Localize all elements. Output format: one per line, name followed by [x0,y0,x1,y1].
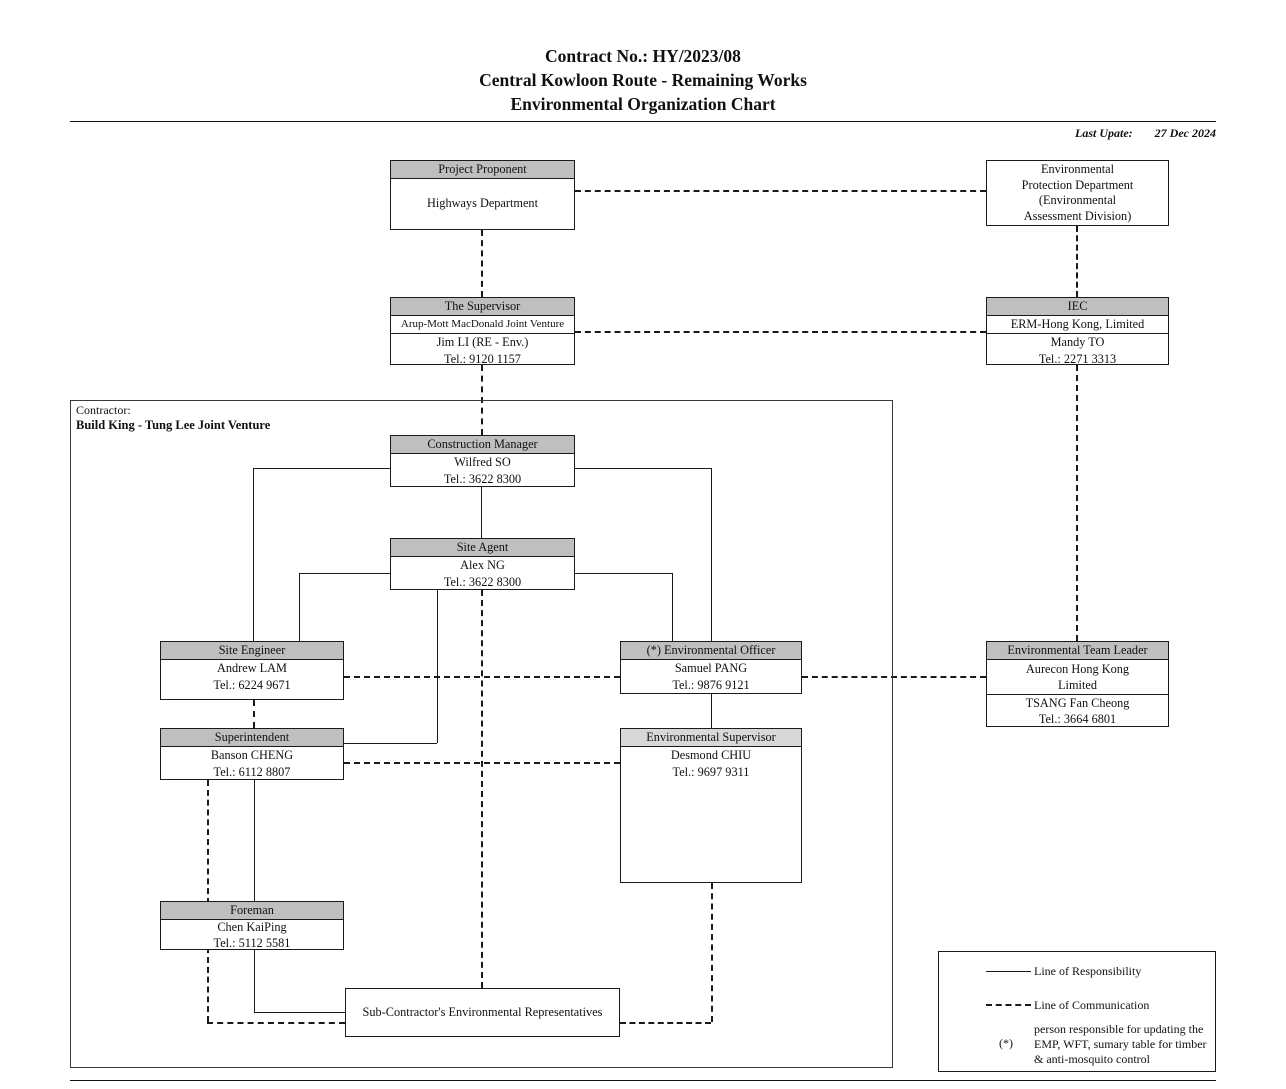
dashed-line-sample-icon [986,1004,1031,1006]
box-supervisor [390,297,575,365]
box-project-proponent-body [391,179,574,228]
org-name: (Environmental [1038,193,1117,207]
legend-asterisk-note [1034,1022,1207,1067]
legend-communication-label: Line of Communication [1034,997,1150,1012]
box-superintendent [160,728,344,780]
org-name: Protection Department [1021,177,1134,192]
line-communication-epd-iec [1076,226,1078,297]
legend-asterisk-note-line: EMP, WFT, sumary table for timber [1034,1037,1207,1051]
box-environmental-officer [620,641,802,694]
box-epd [986,160,1169,226]
box-foreman [160,901,344,950]
page-title [0,44,1286,116]
title-contract-no: Contract No.: HY/2023/08 [545,46,741,66]
box-environmental-supervisor [620,728,802,883]
org-name [987,660,1168,695]
box-iec-header: IEC [987,298,1168,316]
box-construction-manager [390,435,575,487]
box-environmental-officer-header: (*) Environmental Officer [621,642,801,660]
person-name: Desmond CHIU [670,748,752,762]
contractor-label: Contractor: [76,403,131,417]
person-name: Chen KaiPing [217,920,287,934]
person-tel: Tel.: 3622 8300 [443,574,522,589]
legend-asterisk-note-line: & anti-mosquito control [1034,1052,1150,1066]
person-tel: Tel.: 9876 9121 [672,677,750,692]
box-subcontractor-representatives [345,988,620,1037]
legend-asterisk-symbol: (*) [999,1036,1013,1050]
box-construction-manager-header: Construction Manager [391,436,574,454]
box-iec [986,297,1169,365]
box-site-agent [390,538,575,590]
person-tel: Tel.: 9120 1157 [444,351,521,366]
title-project: Central Kowloon Route - Remaining Works [479,70,807,90]
line-communication-proponent-epd [575,190,986,192]
box-foreman-header: Foreman [161,902,343,920]
legend-row-responsibility [939,960,1215,982]
person-name: Jim LI (RE - Env.) [436,335,529,349]
person-tel: Tel.: 9697 9311 [672,764,750,779]
top-rule [70,121,1216,122]
box-site-engineer-header: Site Engineer [161,642,343,660]
title-chart: Environmental Organization Chart [510,94,776,114]
line-communication-proponent-supervisor [481,230,483,297]
legend-responsibility-label: Line of Responsibility [1034,963,1142,978]
org-name-line: Aurecon Hong Kong [1025,662,1130,676]
box-environmental-team-leader-header: Environmental Team Leader [987,642,1168,660]
box-project-proponent [390,160,575,230]
solid-line-sample-icon [986,971,1031,972]
org-name: Arup-Mott MacDonald Joint Venture [391,316,574,334]
org-name: Highways Department [427,196,538,211]
person-name: Mandy TO [1050,335,1105,349]
person-name: Banson CHENG [210,748,294,762]
box-environmental-supervisor-header: Environmental Supervisor [621,729,801,747]
person-tel: Tel.: 3664 6801 [1038,712,1117,726]
legend-asterisk-note-line: person responsible for updating the [1034,1022,1204,1036]
box-supervisor-header: The Supervisor [391,298,574,316]
person-name: TSANG Fan Cheong [1025,696,1130,710]
person-tel: Tel.: 5112 5581 [213,935,291,950]
person-tel: Tel.: 2271 3313 [1038,351,1117,366]
box-superintendent-header: Superintendent [161,729,343,747]
last-update [1075,126,1216,141]
person-name: Samuel PANG [674,661,748,675]
legend [938,951,1216,1072]
legend-row-communication [939,994,1215,1016]
person-name: Alex NG [460,558,505,572]
bottom-rule [70,1080,1216,1081]
last-update-label: Last Upate: [1075,126,1133,140]
box-site-engineer [160,641,344,700]
org-name: Environmental [1040,162,1115,176]
org-name: Assessment Division) [1023,208,1132,223]
person-name: Wilfred SO [454,455,511,469]
line-communication-supervisor-iec [575,331,986,333]
box-project-proponent-header: Project Proponent [391,161,574,179]
person-tel: Tel.: 6224 9671 [213,677,291,692]
last-update-value: 27 Dec 2024 [1154,126,1216,140]
contractor-name: Build King - Tung Lee Joint Venture [76,418,271,432]
org-name-line: Limited [1058,678,1097,692]
person-tel: Tel.: 3622 8300 [443,471,522,486]
person-tel: Tel.: 6112 8807 [213,764,291,779]
org-name: Sub-Contractor's Environmental Representatives [362,1005,603,1020]
box-site-agent-header: Site Agent [391,539,574,557]
org-name: ERM-Hong Kong, Limited [987,316,1168,334]
person-name: Andrew LAM [216,661,287,675]
box-environmental-team-leader [986,641,1169,727]
line-communication-iec-teamleader [1076,365,1078,641]
